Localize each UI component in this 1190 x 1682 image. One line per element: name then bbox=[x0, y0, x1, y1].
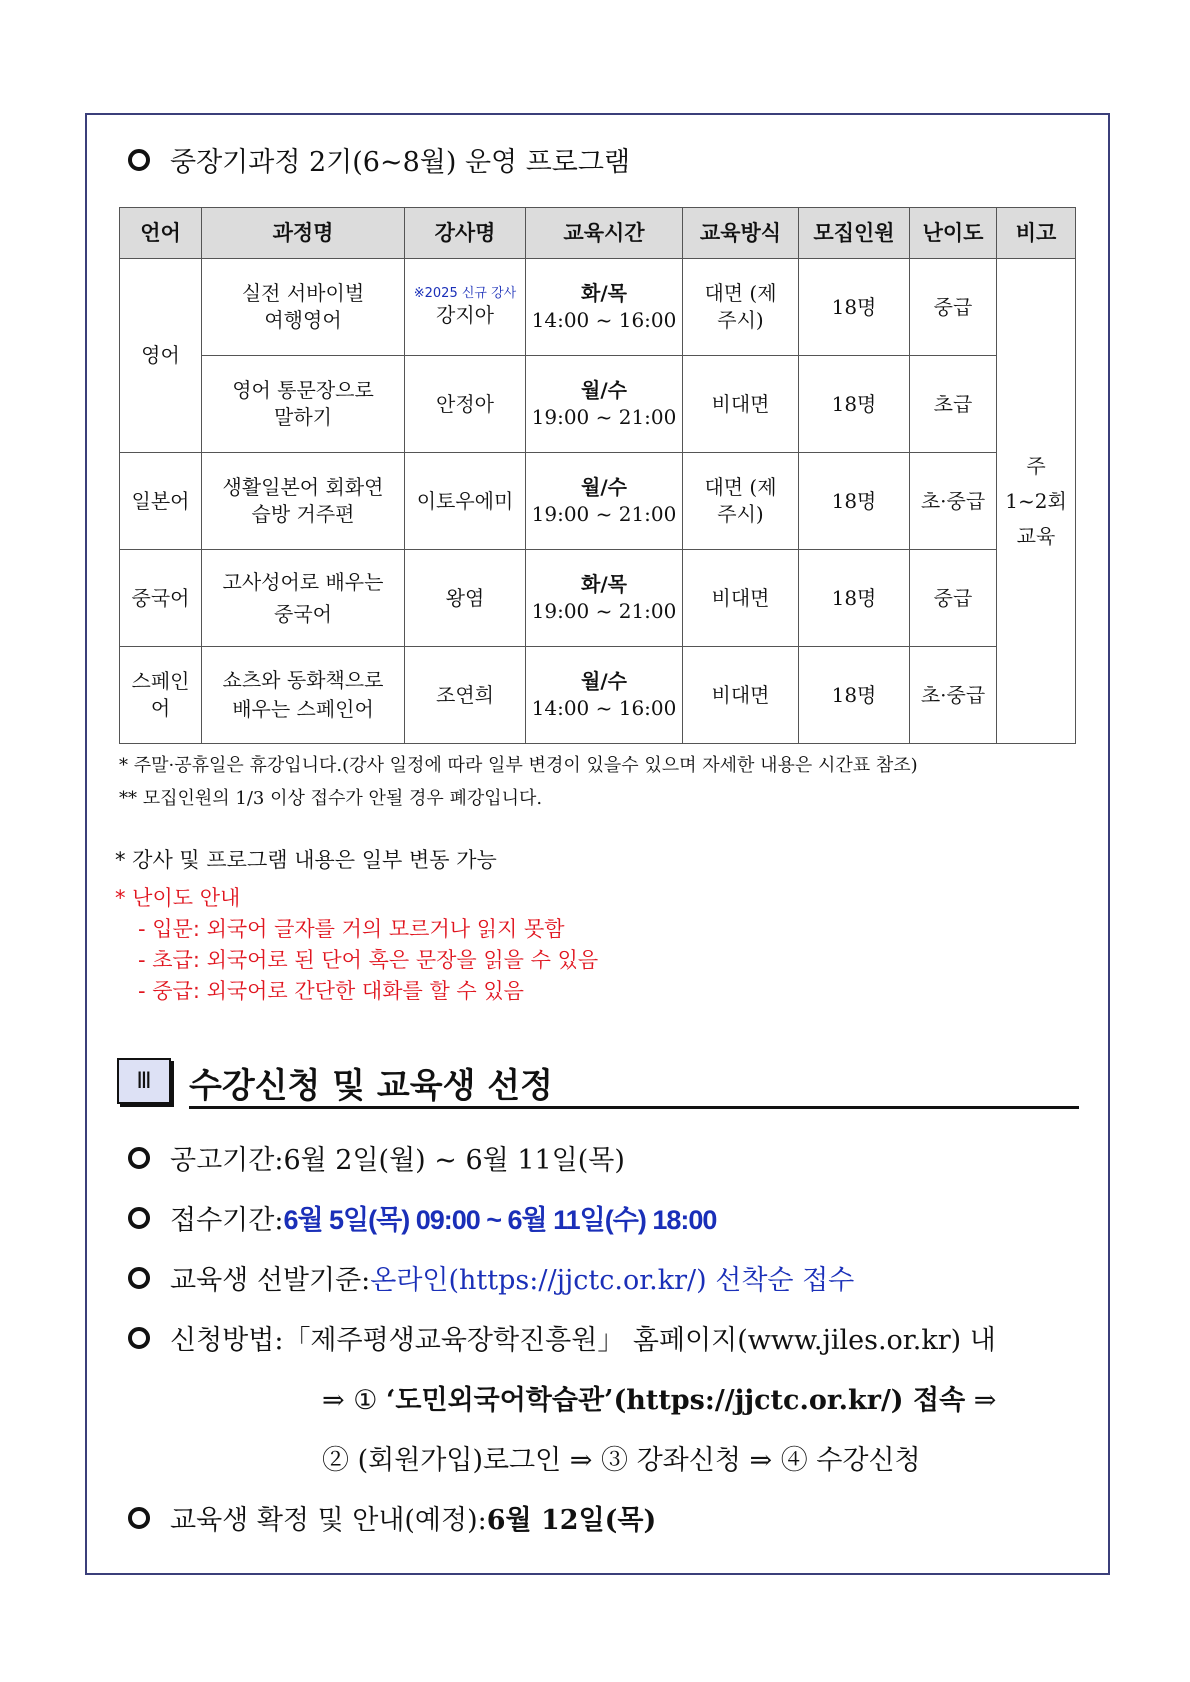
lang-cell: 일본어 bbox=[120, 453, 202, 550]
apply-step-1 bbox=[322, 1378, 996, 1417]
level-guide-item: - 입문: 외국어 글자를 거의 모르거나 읽지 못함 bbox=[138, 917, 565, 941]
table-row bbox=[120, 259, 1076, 356]
count-cell: 18명 bbox=[799, 356, 910, 453]
header-cell: 비고 bbox=[997, 208, 1076, 259]
time-cell bbox=[526, 647, 683, 744]
table-row bbox=[120, 550, 1076, 647]
circle-bullet-icon bbox=[128, 1267, 150, 1289]
class-time: 19:00 ~ 21:00 bbox=[531, 599, 677, 623]
circle-bullet-icon bbox=[128, 1147, 150, 1169]
teacher-cell: 조연희 bbox=[405, 647, 526, 744]
class-days: 월/수 bbox=[581, 669, 627, 693]
count-cell: 18명 bbox=[799, 647, 910, 744]
section-heading bbox=[128, 140, 630, 179]
remark-cell bbox=[997, 259, 1076, 744]
header-cell: 교육방식 bbox=[683, 208, 799, 259]
criteria-value: 온라인(https://jjctc.or.kr/) 선착순 접수 bbox=[370, 1265, 855, 1296]
program-table bbox=[119, 207, 1076, 744]
lang-cell: 영어 bbox=[120, 259, 202, 453]
level-guide-title: * 난이도 안내 bbox=[115, 886, 241, 910]
teacher-cell: 이토우에미 bbox=[405, 453, 526, 550]
header-cell: 언어 bbox=[120, 208, 202, 259]
table-row bbox=[120, 453, 1076, 550]
method-cell: 비대면 bbox=[683, 647, 799, 744]
class-time: 19:00 ~ 21:00 bbox=[531, 405, 677, 429]
apply-label: 접수기간: bbox=[170, 1205, 284, 1236]
header-cell: 모집인원 bbox=[799, 208, 910, 259]
announce-label: 공고기간: bbox=[170, 1145, 284, 1176]
level-guide-item: - 중급: 외국어로 간단한 대화를 할 수 있음 bbox=[138, 979, 524, 1003]
time-cell bbox=[526, 259, 683, 356]
remark-line: 1~2회 bbox=[1005, 488, 1067, 513]
section3-title: 수강신청 및 교육생 선정 bbox=[189, 1066, 553, 1106]
method-value: 「제주평생교육장학진흥원」 홈페이지(www.jiles.or.kr) 내 bbox=[283, 1325, 996, 1356]
selection-criteria bbox=[128, 1258, 854, 1297]
time-cell bbox=[526, 453, 683, 550]
table-note: * 주말·공휴일은 휴강입니다.(강사 일정에 따라 일부 변경이 있을수 있으며 자세한 내용은 시간표 참조) bbox=[119, 755, 918, 776]
time-cell bbox=[526, 550, 683, 647]
method-label: 신청방법: bbox=[170, 1325, 284, 1356]
step1-site: ‘도민외국어학습관’(https://jjctc.or.kr/) 접속 bbox=[386, 1385, 966, 1416]
course-cell: 실전 서바이벌 여행영어 bbox=[202, 259, 405, 356]
method-cell: 대면 (제주시) bbox=[683, 259, 799, 356]
course-cell: 고사성어로 배우는 중국어 bbox=[202, 550, 405, 647]
lang-cell: 스페인어 bbox=[120, 647, 202, 744]
apply-value: 6월 5일(목) 09:00 ~ 6월 11일(수) 18:00 bbox=[283, 1205, 717, 1235]
header-cell: 강사명 bbox=[405, 208, 526, 259]
level-cell: 초·중급 bbox=[910, 647, 997, 744]
level-cell: 초급 bbox=[910, 356, 997, 453]
class-time: 14:00 ~ 16:00 bbox=[531, 696, 677, 720]
class-days: 화/목 bbox=[581, 281, 627, 305]
table-row bbox=[120, 647, 1076, 744]
table-row bbox=[120, 356, 1076, 453]
new-teacher-tag: ※2025 신규 강사 bbox=[413, 285, 517, 301]
step1-pre: ⇒ ① bbox=[322, 1385, 386, 1416]
circle-bullet-icon bbox=[128, 149, 150, 171]
teacher-cell: 안정아 bbox=[405, 356, 526, 453]
count-cell: 18명 bbox=[799, 453, 910, 550]
section3-underline bbox=[189, 1106, 1079, 1109]
header-cell: 과정명 bbox=[202, 208, 405, 259]
level-cell: 중급 bbox=[910, 550, 997, 647]
count-cell: 18명 bbox=[799, 550, 910, 647]
table-header-row bbox=[120, 208, 1076, 259]
class-days: 월/수 bbox=[581, 475, 627, 499]
method-cell: 대면 (제주시) bbox=[683, 453, 799, 550]
confirm-value: 6월 12일(목) bbox=[486, 1505, 657, 1536]
confirm-notice bbox=[128, 1498, 656, 1537]
level-cell: 초·중급 bbox=[910, 453, 997, 550]
teacher-cell bbox=[405, 259, 526, 356]
method-cell: 비대면 bbox=[683, 356, 799, 453]
circle-bullet-icon bbox=[128, 1207, 150, 1229]
time-cell bbox=[526, 356, 683, 453]
remark-line: 교육 bbox=[1016, 523, 1056, 548]
circle-bullet-icon bbox=[128, 1327, 150, 1349]
criteria-label: 교육생 선발기준: bbox=[170, 1265, 371, 1296]
course-cell: 쇼츠와 동화책으로 배우는 스페인어 bbox=[202, 647, 405, 744]
circle-bullet-icon bbox=[128, 1507, 150, 1529]
apply-method bbox=[128, 1318, 996, 1357]
lang-cell: 중국어 bbox=[120, 550, 202, 647]
course-cell: 영어 통문장으로 말하기 bbox=[202, 356, 405, 453]
apply-period bbox=[128, 1198, 716, 1237]
table-note: ** 모집인원의 1/3 이상 접수가 안될 경우 폐강입니다. bbox=[119, 788, 543, 809]
announce-value: 6월 2일(월) ~ 6월 11일(목) bbox=[283, 1145, 625, 1176]
announce-period bbox=[128, 1138, 625, 1177]
header-cell: 난이도 bbox=[910, 208, 997, 259]
teacher-name: 강지아 bbox=[436, 303, 494, 328]
level-cell: 중급 bbox=[910, 259, 997, 356]
class-days: 월/수 bbox=[581, 378, 627, 402]
remark-line: 주 bbox=[1026, 453, 1046, 478]
section-number-box: Ⅲ bbox=[117, 1058, 171, 1104]
method-cell: 비대면 bbox=[683, 550, 799, 647]
class-time: 14:00 ~ 16:00 bbox=[531, 308, 677, 332]
program-title: 중장기과정 2기(6~8월) 운영 프로그램 bbox=[170, 147, 631, 178]
confirm-label: 교육생 확정 및 안내(예정): bbox=[170, 1505, 487, 1536]
course-cell: 생활일본어 회화연습방 거주편 bbox=[202, 453, 405, 550]
header-cell: 교육시간 bbox=[526, 208, 683, 259]
section3-heading bbox=[117, 1058, 1077, 1106]
change-notice: * 강사 및 프로그램 내용은 일부 변동 가능 bbox=[115, 848, 497, 872]
class-days: 화/목 bbox=[581, 572, 627, 596]
apply-step-2: ② (회원가입)로그인 ⇒ ③ 강좌신청 ⇒ ④ 수강신청 bbox=[322, 1445, 921, 1476]
teacher-cell: 왕염 bbox=[405, 550, 526, 647]
step1-post: ⇒ bbox=[965, 1385, 997, 1416]
count-cell: 18명 bbox=[799, 259, 910, 356]
class-time: 19:00 ~ 21:00 bbox=[531, 502, 677, 526]
level-guide-item: - 초급: 외국어로 된 단어 혹은 문장을 읽을 수 있음 bbox=[138, 948, 599, 972]
